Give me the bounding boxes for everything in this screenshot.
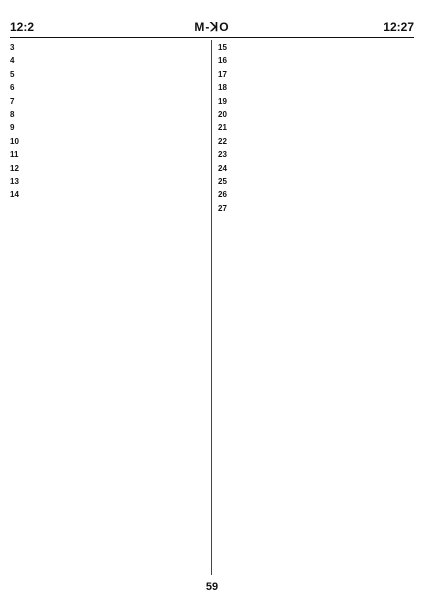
verse-paragraph <box>10 43 206 53</box>
verse-number: 23 <box>218 150 227 160</box>
verse-number: 11 <box>10 150 19 160</box>
verse-paragraph <box>10 164 206 174</box>
verse-number: 4 <box>10 56 15 66</box>
verse-paragraph <box>10 137 206 147</box>
verse-number: 12 <box>10 163 19 173</box>
right-paragraphs <box>218 43 414 80</box>
verse-paragraph <box>218 123 414 133</box>
verse-number: 24 <box>218 163 227 173</box>
chapter-reference-end: 12:27 <box>383 20 414 34</box>
verse-paragraph <box>10 97 206 107</box>
verse-number: 8 <box>10 110 15 120</box>
verse-paragraph <box>218 97 414 107</box>
verse-number: 5 <box>10 69 15 79</box>
verse-number: 27 <box>218 203 227 213</box>
verse-paragraph <box>10 83 206 93</box>
left-column <box>10 40 206 575</box>
verse-paragraph <box>10 177 206 187</box>
verse-paragraph <box>10 190 206 200</box>
verse-number: 16 <box>218 56 227 66</box>
verse-paragraph <box>10 150 206 160</box>
verse-number: 21 <box>218 123 227 133</box>
verse-number: 13 <box>10 177 19 187</box>
verse-number: 10 <box>10 136 19 146</box>
verse-paragraph <box>218 43 414 53</box>
column-divider <box>211 40 212 575</box>
verse-paragraph <box>218 56 414 66</box>
verse-paragraph <box>10 56 206 66</box>
right-column <box>218 40 414 575</box>
verse-paragraph <box>218 83 414 93</box>
verse-number: 6 <box>10 83 15 93</box>
verse-number: 15 <box>218 43 227 52</box>
verse-paragraph <box>218 177 414 187</box>
verse-number: 18 <box>218 83 227 93</box>
verse-number: 9 <box>10 123 15 133</box>
verse-number: 3 <box>10 43 15 52</box>
page-number: 59 <box>205 581 219 593</box>
verse-paragraph <box>218 204 414 214</box>
verse-number: 22 <box>218 136 227 146</box>
book-title: M-ꓘO <box>194 20 230 34</box>
verse-number: 19 <box>218 96 227 106</box>
right-paragraphs-2 <box>218 83 414 214</box>
header-rule <box>10 37 414 38</box>
verse-paragraph <box>218 150 414 160</box>
verse-number: 7 <box>10 96 15 106</box>
verse-paragraph <box>10 123 206 133</box>
verse-number: 25 <box>218 177 227 187</box>
verse-paragraph <box>10 70 206 80</box>
verse-paragraph <box>218 190 414 200</box>
chapter-reference-start: 12:2 <box>10 20 35 34</box>
verse-number: 20 <box>218 110 227 120</box>
left-paragraphs-2 <box>10 177 206 201</box>
verse-number: 17 <box>218 69 227 79</box>
verse-paragraph <box>218 137 414 147</box>
left-paragraphs <box>10 43 206 174</box>
verse-paragraph <box>218 164 414 174</box>
verse-paragraph <box>218 110 414 120</box>
verse-paragraph <box>10 110 206 120</box>
page-header <box>10 20 414 38</box>
verse-number: 26 <box>218 190 227 200</box>
verse-paragraph <box>218 70 414 80</box>
verse-number: 14 <box>10 190 19 200</box>
